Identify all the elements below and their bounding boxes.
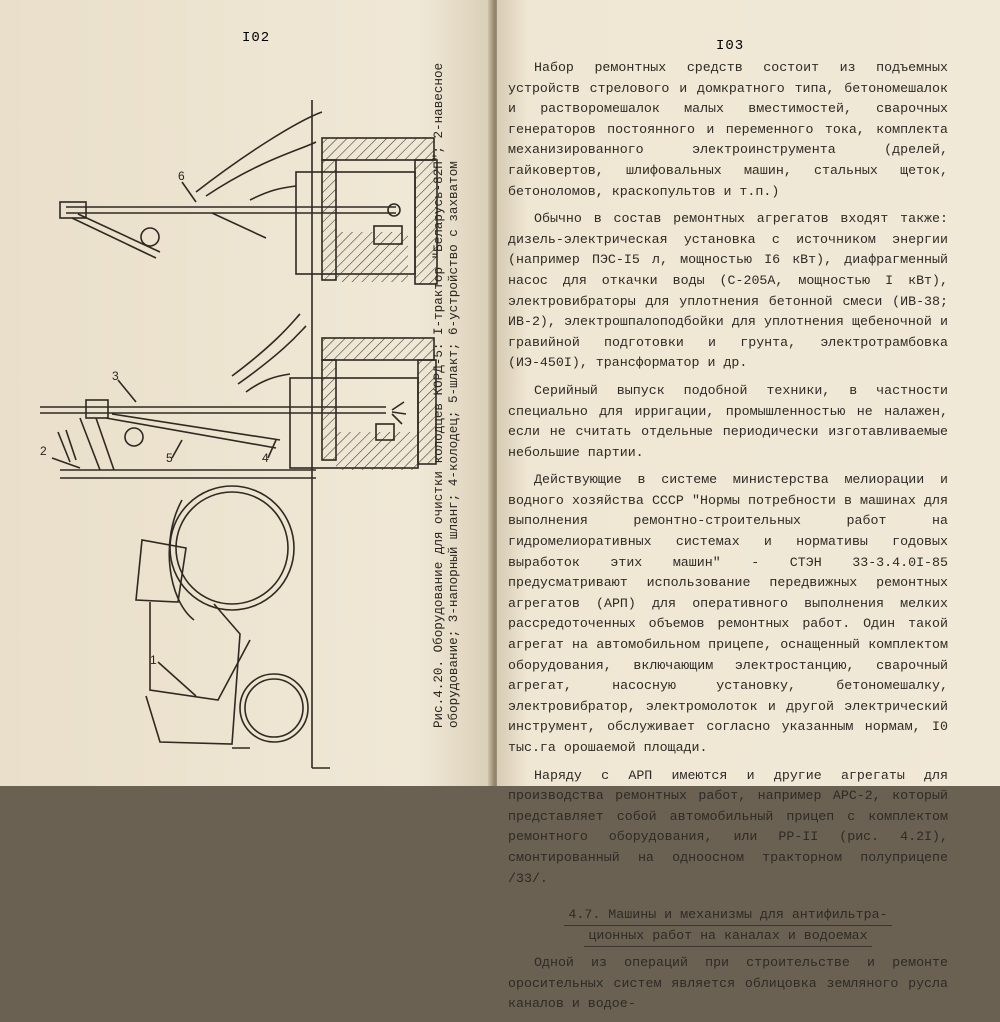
caption-line-1: Рис.4.20. Оборудование для очистки колодцев КОРД-5: I-трактор "Беларусь-82П"; 2-навесное xyxy=(432,62,446,728)
figure-label-5: 5 xyxy=(166,451,173,465)
figure-caption xyxy=(432,62,462,728)
paragraph: Серийный выпуск подобной техники, в частности специально для ирригации, промышленностью не налажен, если не считать отдельные периодически изготавливаемые небольшие партии. xyxy=(508,382,948,460)
figure-label-3: 3 xyxy=(112,369,119,383)
section-heading-line-1: 4.7. Машины и механизмы для антифильтра- xyxy=(564,905,891,926)
section-heading-line-2: ционных работ на каналах и водоемах xyxy=(584,926,871,947)
upper-well xyxy=(296,138,437,284)
paragraph: Одной из операций при строительстве и ремонте оросительных систем является облицовка земляного русла каналов и водое- xyxy=(508,955,948,1012)
right-page-number: I03 xyxy=(716,38,745,54)
left-page-number: I02 xyxy=(242,30,271,46)
paragraph: Обычно в состав ремонтных агрегатов входят также: дизель-электрическая установка с источником энергии (например ПЭС-I5 л, мощностью I6 кВт), диафрагменный насос для откачки воды (С-205А, мощностью I кВт), электровибраторы для уплотнения бетонной смеси (ИВ-38; ИВ-2), электрошпалоподбойки для уплотнения щебеночной и гравийной подготовки и грунта, электротрамбовка (ИЭ-450I), трансформатор и др. xyxy=(508,211,948,371)
tractor xyxy=(136,486,308,748)
paragraph: Действующие в системе министерства мелиорации и водного хозяйства СССР "Нормы потребности в машинах для выполнения ремонтно-строительных работ на гидромелиоративных системах и нормативы годовых выработок этих машин" - СТЭН 33-3.4.0I-85 предусматривают использование передвижных ремонтных агрегатов (АРП) для оперативного выполнения мелких рассредоточенных объемов ремонтных работ. Один такой агрегат на автомобильном прицепе, оснащенный комплектом оборудования, включающим электростанцию, сварочный агрегат, насосную установку, бетономешалку, электровибратор, электромолоток и другой электрический инструмент, обслуживает согласно указанным нормам, I0 тыс.га орошаемой площади. xyxy=(508,472,948,755)
figure-label-6: 6 xyxy=(178,169,185,183)
section-heading xyxy=(508,905,948,947)
caption-line-2: оборудование; 3-напорный шланг; 4-колодец; 5-шлакт; 6-устройство с захватом xyxy=(447,161,461,728)
figure-label-2: 2 xyxy=(40,444,47,458)
right-page-text xyxy=(508,58,948,1022)
figure-label-4: 4 xyxy=(262,451,269,465)
figure-kord5-drawing xyxy=(0,0,490,786)
paragraph: Наряду с АРП имеются и другие агрегаты для производства ремонтных работ, например АРС-2, который представляет собой автомобильный прицеп с комплектом ремонтного оборудования, или РР-II (рис. 4.2I), смонтированный на одноосном тракторном полуприцепе /33/. xyxy=(508,767,948,886)
figure-label-1: 1 xyxy=(150,653,157,667)
paragraph: Набор ремонтных средств состоит из подъемных устройств стрелового и домкратного типа, бетономешалок и растворомешалок малых вместимостей, сварочных генераторов постоянного и переменного тока, комплекта механизированного электроинструмента (дрелей, гайковертов, шлифовальных машин, стальных щеток, бетоноломов, краскопультов и т.п.) xyxy=(508,60,948,199)
